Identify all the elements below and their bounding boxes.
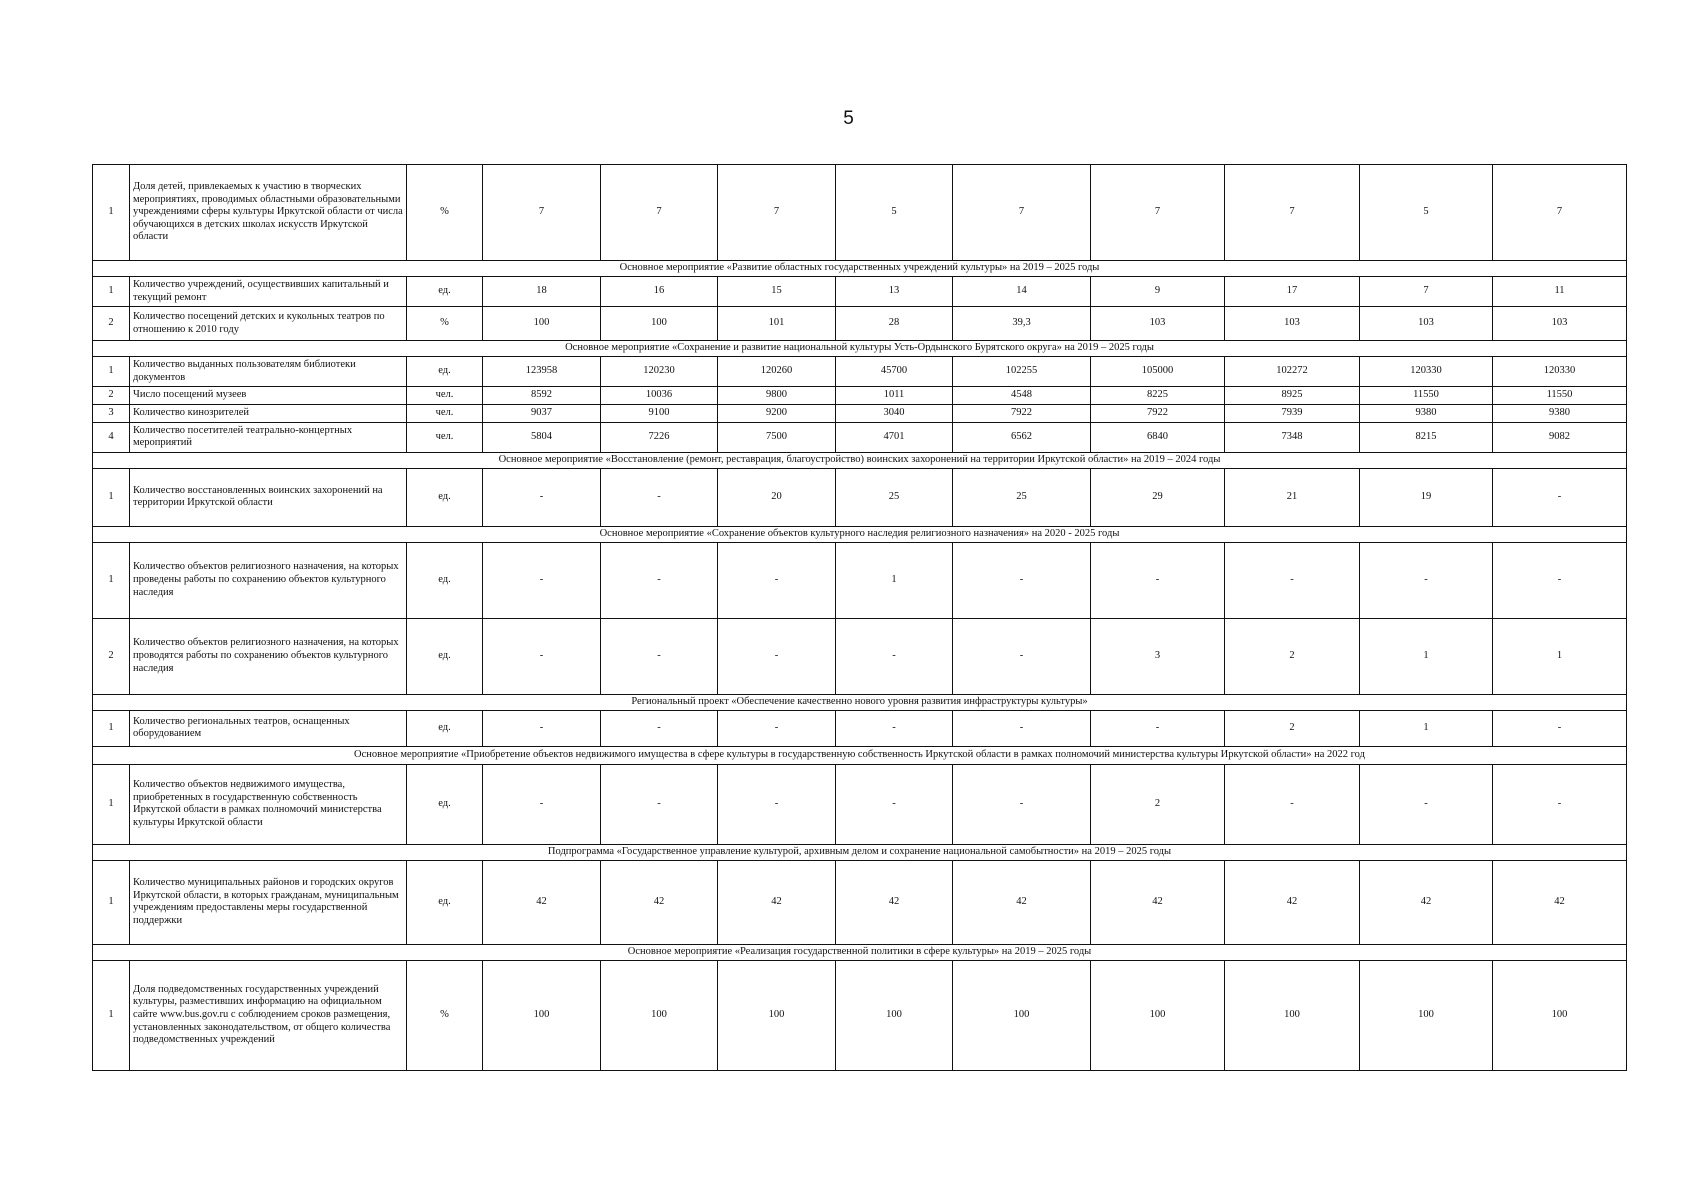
value-cell: 7939 (1225, 404, 1360, 422)
table-row (93, 307, 1627, 341)
value-cell: 9200 (718, 404, 836, 422)
table-row (93, 277, 1627, 307)
value-cell: - (601, 542, 718, 618)
value-cell: 42 (1091, 860, 1225, 944)
table-row (93, 357, 1627, 387)
value-cell: 5804 (483, 422, 601, 452)
value-cell: 7 (718, 165, 836, 261)
value-cell: 100 (483, 307, 601, 341)
value-cell: 9 (1091, 277, 1225, 307)
value-cell: 11 (1493, 277, 1627, 307)
section-title: Основное мероприятие «Восстановление (ремонт, реставрация, благоустройство) воинских захоронений на территории Иркутской области» на 2019 – 2024 годы (93, 452, 1627, 468)
value-cell: 9380 (1493, 404, 1627, 422)
section-title: Подпрограмма «Государственное управление культурой, архивным делом и сохранение национальной самобытности» на 2019 – 2025 годы (93, 844, 1627, 860)
value-cell: - (1091, 542, 1225, 618)
value-cell: - (836, 764, 953, 844)
value-cell: - (953, 542, 1091, 618)
value-cell: 7922 (1091, 404, 1225, 422)
value-cell: - (1360, 764, 1493, 844)
table-row (93, 404, 1627, 422)
value-cell: 9037 (483, 404, 601, 422)
value-cell: 14 (953, 277, 1091, 307)
value-cell: 3 (1091, 618, 1225, 694)
unit-cell: ед. (407, 277, 483, 307)
unit-cell: ед. (407, 764, 483, 844)
row-number: 1 (93, 277, 130, 307)
indicator-name: Количество муниципальных районов и городских округов Иркутской области, в которых гражданам, муниципальным учреждениям предоставлены меры государственной поддержки (130, 860, 407, 944)
value-cell: - (1091, 710, 1225, 746)
table-row (93, 387, 1627, 405)
section-header (93, 944, 1627, 960)
value-cell: 7 (1360, 277, 1493, 307)
indicator-name: Количество объектов недвижимого имущества, приобретенных в государственную собственность Иркутской области в рамках полномочий министерства культуры Иркутской области (130, 764, 407, 844)
value-cell: 42 (1493, 860, 1627, 944)
value-cell: 20 (718, 468, 836, 526)
table-row (93, 960, 1627, 1070)
value-cell: 42 (836, 860, 953, 944)
value-cell: - (1360, 542, 1493, 618)
value-cell: 100 (601, 307, 718, 341)
value-cell: 6840 (1091, 422, 1225, 452)
table-row (93, 764, 1627, 844)
value-cell: 2 (1225, 618, 1360, 694)
value-cell: 101 (718, 307, 836, 341)
value-cell: 102255 (953, 357, 1091, 387)
value-cell: 28 (836, 307, 953, 341)
value-cell: - (836, 710, 953, 746)
value-cell: 8215 (1360, 422, 1493, 452)
value-cell: 1 (836, 542, 953, 618)
value-cell: 13 (836, 277, 953, 307)
value-cell: 4701 (836, 422, 953, 452)
value-cell: 103 (1360, 307, 1493, 341)
unit-cell: чел. (407, 404, 483, 422)
value-cell: 100 (601, 960, 718, 1070)
value-cell: 1 (1493, 618, 1627, 694)
row-number: 1 (93, 860, 130, 944)
value-cell: - (1225, 542, 1360, 618)
value-cell: 16 (601, 277, 718, 307)
unit-cell: ед. (407, 357, 483, 387)
unit-cell: % (407, 165, 483, 261)
unit-cell: чел. (407, 387, 483, 405)
value-cell: 10036 (601, 387, 718, 405)
indicator-name: Количество посетителей театрально-концертных мероприятий (130, 422, 407, 452)
section-header (93, 844, 1627, 860)
indicator-name: Количество посещений детских и кукольных театров по отношению к 2010 году (130, 307, 407, 341)
table-row (93, 710, 1627, 746)
value-cell: 100 (718, 960, 836, 1070)
value-cell: 103 (1493, 307, 1627, 341)
value-cell: 105000 (1091, 357, 1225, 387)
section-header (93, 452, 1627, 468)
value-cell: 102272 (1225, 357, 1360, 387)
value-cell: - (953, 710, 1091, 746)
indicator-name: Доля подведомственных государственных учреждений культуры, разместивших информацию на официальном сайте www.bus.gov.ru с соблюдением сроков размещения, установленных законодательством, от общего количества подведомственных учреждений (130, 960, 407, 1070)
value-cell: 7 (953, 165, 1091, 261)
value-cell: 8592 (483, 387, 601, 405)
value-cell: 7922 (953, 404, 1091, 422)
value-cell: 123958 (483, 357, 601, 387)
value-cell: - (718, 542, 836, 618)
section-title: Региональный проект «Обеспечение качественно нового уровня развития инфраструктуры культуры» (93, 694, 1627, 710)
indicator-name: Доля детей, привлекаемых к участию в творческих мероприятиях, проводимых областными образовательными учреждениями сферы культуры Иркутской области от числа обучающихся в детских школах искусств Иркутской области (130, 165, 407, 261)
value-cell: 5 (836, 165, 953, 261)
value-cell: 42 (1360, 860, 1493, 944)
value-cell: 100 (836, 960, 953, 1070)
row-number: 1 (93, 165, 130, 261)
unit-cell: ед. (407, 468, 483, 526)
value-cell: - (1493, 468, 1627, 526)
value-cell: 7 (1493, 165, 1627, 261)
value-cell: 19 (1360, 468, 1493, 526)
indicator-name: Количество кинозрителей (130, 404, 407, 422)
section-header (93, 261, 1627, 277)
value-cell: 100 (1360, 960, 1493, 1070)
value-cell: 120330 (1360, 357, 1493, 387)
value-cell: 7226 (601, 422, 718, 452)
value-cell: 3040 (836, 404, 953, 422)
value-cell: 42 (1225, 860, 1360, 944)
value-cell: 29 (1091, 468, 1225, 526)
value-cell: 103 (1091, 307, 1225, 341)
value-cell: - (718, 710, 836, 746)
value-cell: - (1493, 710, 1627, 746)
value-cell: 7 (1091, 165, 1225, 261)
value-cell: 1011 (836, 387, 953, 405)
table-row (93, 542, 1627, 618)
section-header (93, 746, 1627, 764)
value-cell: 45700 (836, 357, 953, 387)
indicator-name: Количество восстановленных воинских захоронений на территории Иркутской области (130, 468, 407, 526)
value-cell: 120260 (718, 357, 836, 387)
value-cell: 4548 (953, 387, 1091, 405)
value-cell: - (836, 618, 953, 694)
section-header (93, 694, 1627, 710)
value-cell: 18 (483, 277, 601, 307)
unit-cell: чел. (407, 422, 483, 452)
value-cell: - (483, 468, 601, 526)
row-number: 1 (93, 542, 130, 618)
value-cell: 8225 (1091, 387, 1225, 405)
indicator-name: Количество региональных театров, оснащенных оборудованием (130, 710, 407, 746)
row-number: 2 (93, 307, 130, 341)
value-cell: - (601, 468, 718, 526)
value-cell: - (601, 710, 718, 746)
row-number: 4 (93, 422, 130, 452)
value-cell: 5 (1360, 165, 1493, 261)
value-cell: 9800 (718, 387, 836, 405)
value-cell: 42 (601, 860, 718, 944)
value-cell: 1 (1360, 710, 1493, 746)
value-cell: - (601, 764, 718, 844)
row-number: 1 (93, 357, 130, 387)
value-cell: 7 (1225, 165, 1360, 261)
value-cell: 100 (1493, 960, 1627, 1070)
table-row (93, 165, 1627, 261)
indicator-name: Количество объектов религиозного назначения, на которых проведены работы по сохранению объектов культурного наследия (130, 542, 407, 618)
table-row (93, 618, 1627, 694)
value-cell: - (953, 764, 1091, 844)
value-cell: 9100 (601, 404, 718, 422)
table-row (93, 860, 1627, 944)
value-cell: 11550 (1360, 387, 1493, 405)
value-cell: - (483, 710, 601, 746)
indicators-table (92, 164, 1627, 1071)
indicator-name: Количество выданных пользователям библиотеки документов (130, 357, 407, 387)
unit-cell: ед. (407, 710, 483, 746)
value-cell: 15 (718, 277, 836, 307)
value-cell: 9082 (1493, 422, 1627, 452)
value-cell: 42 (483, 860, 601, 944)
value-cell: 7 (601, 165, 718, 261)
value-cell: 120330 (1493, 357, 1627, 387)
value-cell: 17 (1225, 277, 1360, 307)
value-cell: 7500 (718, 422, 836, 452)
value-cell: 6562 (953, 422, 1091, 452)
row-number: 2 (93, 387, 130, 405)
value-cell: 42 (718, 860, 836, 944)
value-cell: - (483, 618, 601, 694)
section-header (93, 341, 1627, 357)
value-cell: 103 (1225, 307, 1360, 341)
row-number: 1 (93, 764, 130, 844)
row-number: 1 (93, 468, 130, 526)
section-header (93, 526, 1627, 542)
row-number: 3 (93, 404, 130, 422)
section-title: Основное мероприятие «Сохранение объектов культурного наследия религиозного назначения» на 2020 - 2025 годы (93, 526, 1627, 542)
value-cell: 8925 (1225, 387, 1360, 405)
value-cell: 21 (1225, 468, 1360, 526)
value-cell: 7 (483, 165, 601, 261)
value-cell: 100 (1091, 960, 1225, 1070)
indicator-name: Количество объектов религиозного назначения, на которых проводятся работы по сохранению объектов культурного наследия (130, 618, 407, 694)
indicator-name: Количество учреждений, осуществивших капитальный и текущий ремонт (130, 277, 407, 307)
value-cell: 2 (1225, 710, 1360, 746)
row-number: 1 (93, 960, 130, 1070)
indicator-name: Число посещений музеев (130, 387, 407, 405)
unit-cell: ед. (407, 860, 483, 944)
section-title: Основное мероприятие «Развитие областных государственных учреждений культуры» на 2019 – 2025 годы (93, 261, 1627, 277)
table-row (93, 422, 1627, 452)
value-cell: 39,3 (953, 307, 1091, 341)
value-cell: 100 (1225, 960, 1360, 1070)
value-cell: - (483, 542, 601, 618)
value-cell: 7348 (1225, 422, 1360, 452)
unit-cell: ед. (407, 618, 483, 694)
value-cell: 2 (1091, 764, 1225, 844)
value-cell: - (718, 764, 836, 844)
value-cell: - (1493, 764, 1627, 844)
value-cell: - (718, 618, 836, 694)
value-cell: - (483, 764, 601, 844)
row-number: 1 (93, 710, 130, 746)
value-cell: 9380 (1360, 404, 1493, 422)
value-cell: 1 (1360, 618, 1493, 694)
value-cell: - (953, 618, 1091, 694)
value-cell: 100 (483, 960, 601, 1070)
value-cell: - (601, 618, 718, 694)
value-cell: 100 (953, 960, 1091, 1070)
value-cell: 11550 (1493, 387, 1627, 405)
section-title: Основное мероприятие «Сохранение и развитие национальной культуры Усть-Ордынского Бурятского округа» на 2019 – 2025 годы (93, 341, 1627, 357)
value-cell: 42 (953, 860, 1091, 944)
value-cell: - (1225, 764, 1360, 844)
row-number: 2 (93, 618, 130, 694)
section-title: Основное мероприятие «Приобретение объектов недвижимого имущества в сфере культуры в государственную собственность Иркутской области в рамках полномочий министерства культуры Иркутской области» на 2022 год (93, 746, 1627, 764)
section-title: Основное мероприятие «Реализация государственной политики в сфере культуры» на 2019 – 2025 годы (93, 944, 1627, 960)
table-row (93, 468, 1627, 526)
unit-cell: % (407, 960, 483, 1070)
unit-cell: ед. (407, 542, 483, 618)
value-cell: 120230 (601, 357, 718, 387)
value-cell: 25 (953, 468, 1091, 526)
value-cell: - (1493, 542, 1627, 618)
value-cell: 25 (836, 468, 953, 526)
unit-cell: % (407, 307, 483, 341)
page-number: 5 (843, 108, 854, 129)
